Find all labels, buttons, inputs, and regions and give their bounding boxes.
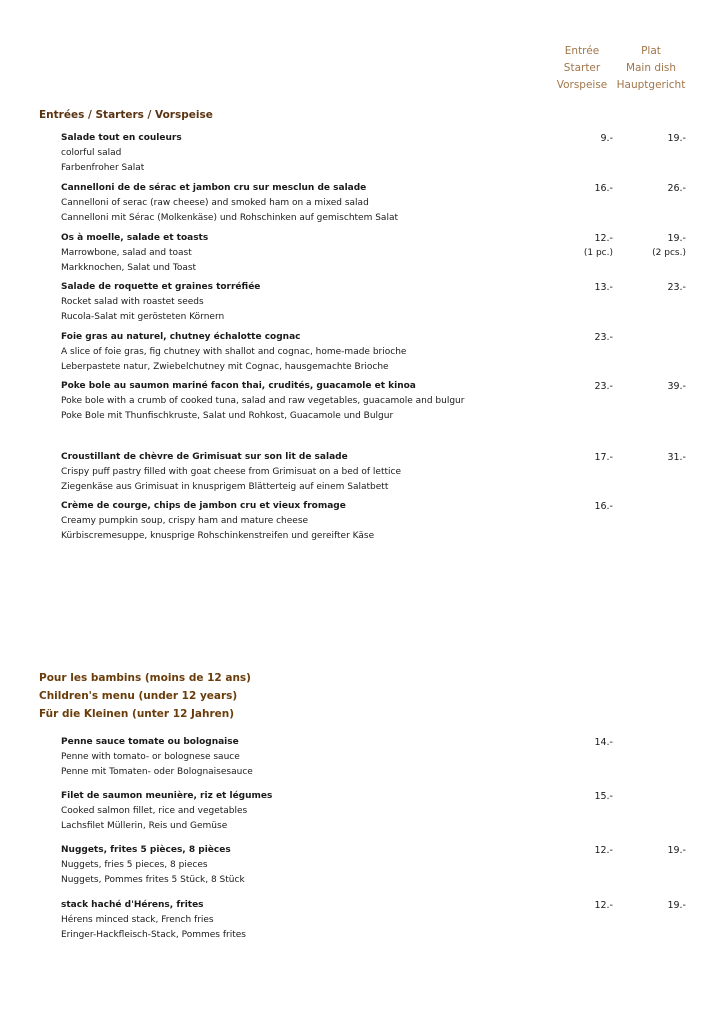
item-desc-en: Rocket salad with roastet seeds [61, 297, 204, 307]
kids-title-fr: Pour les bambins (moins de 12 ans) [39, 672, 251, 684]
item-name: Salade tout en couleurs [61, 133, 182, 143]
main-price: 19.- [667, 233, 686, 244]
main-column-header [616, 43, 686, 94]
header-de: Vorspeise [556, 79, 608, 91]
item-desc-en: Cooked salmon fillet, rice and vegetables [61, 806, 248, 816]
item-name: Filet de saumon meunière, riz et légumes [61, 791, 273, 801]
starter-price: 14.- [594, 737, 613, 748]
starter-price: 23.- [594, 332, 613, 343]
header-en: Starter [563, 62, 601, 74]
header-en: Main dish [625, 62, 677, 74]
main-price: 19.- [667, 133, 686, 144]
header-de: Hauptgericht [616, 79, 686, 91]
item-desc-en: Penne with tomato- or bolognese sauce [61, 752, 240, 762]
starters-section-title: Entrées / Starters / Vorspeise [39, 109, 213, 121]
item-desc-en: Poke bole with a crumb of cooked tuna, salad and raw vegetables, guacamole and bulgur [61, 396, 465, 406]
starter-price: 12.- [594, 900, 613, 911]
starter-column-header [550, 43, 614, 94]
item-desc-de: Nuggets, Pommes frites 5 Stück, 8 Stück [61, 875, 245, 885]
item-name: Penne sauce tomate ou bolognaise [61, 737, 239, 747]
main-price: 26.- [667, 183, 686, 194]
main-price: 31.- [667, 452, 686, 463]
kids-title-de: Für die Kleinen (unter 12 Jahren) [39, 708, 235, 720]
item-name: Poke bole au saumon mariné facon thai, crudités, guacamole et kinoa [61, 381, 416, 391]
item-desc-en: Cannelloni of serac (raw cheese) and smoked ham on a mixed salad [61, 198, 369, 208]
starter-price: 17.- [594, 452, 613, 463]
item-name: Os à moelle, salade et toasts [61, 233, 209, 243]
main-price: 39.- [667, 381, 686, 392]
item-desc-de: Markknochen, Salat und Toast [61, 263, 197, 273]
item-name: Croustillant de chèvre de Grimisuat sur son lit de salade [61, 452, 348, 462]
starter-portion-note: (1 pc.) [583, 248, 613, 258]
item-desc-de: Rucola-Salat mit gerösteten Körnern [61, 312, 225, 322]
item-desc-en: Creamy pumpkin soup, crispy ham and mature cheese [61, 516, 309, 526]
item-name: Nuggets, frites 5 pièces, 8 pièces [61, 845, 231, 855]
starter-price: 12.- [594, 233, 613, 244]
item-name: Crème de courge, chips de jambon cru et vieux fromage [61, 501, 346, 511]
starter-price: 23.- [594, 381, 613, 392]
starter-price: 9.- [600, 133, 613, 144]
item-desc-de: Leberpastete natur, Zwiebelchutney mit Cognac, hausgemachte Brioche [61, 362, 389, 372]
item-desc-de: Cannelloni mit Sérac (Molkenkäse) und Rohschinken auf gemischtem Salat [61, 213, 398, 223]
item-desc-de: Kürbiscremesuppe, knusprige Rohschinkenstreifen und gereifter Käse [61, 531, 375, 541]
main-portion-note: (2 pcs.) [652, 248, 686, 258]
main-price: 19.- [667, 900, 686, 911]
item-name: stack haché d'Hérens, frites [61, 900, 204, 910]
item-desc-en: Nuggets, fries 5 pieces, 8 pieces [61, 860, 208, 870]
item-desc-de: Poke Bole mit Thunfischkruste, Salat und Rohkost, Guacamole und Bulgur [61, 411, 394, 421]
starter-price: 16.- [594, 183, 613, 194]
item-desc-en: Hérens minced stack, French fries [61, 915, 214, 925]
starter-price: 16.- [594, 501, 613, 512]
starter-price: 12.- [594, 845, 613, 856]
item-desc-en: A slice of foie gras, fig chutney with shallot and cognac, home-made brioche [61, 347, 407, 357]
item-name: Salade de roquette et graines torréfiée [61, 282, 261, 292]
starter-price: 15.- [594, 791, 613, 802]
kids-title-en: Children's menu (under 12 years) [39, 690, 238, 702]
item-desc-en: colorful salad [61, 148, 122, 158]
starter-price: 13.- [594, 282, 613, 293]
item-desc-en: Marrowbone, salad and toast [61, 248, 192, 258]
item-desc-en: Crispy puff pastry filled with goat cheese from Grimisuat on a bed of lettice [61, 467, 401, 477]
main-price: 19.- [667, 845, 686, 856]
kids-section-title [39, 669, 251, 723]
header-fr: Plat [641, 45, 661, 57]
item-name: Cannelloni de de sérac et jambon cru sur mesclun de salade [61, 183, 367, 193]
item-desc-de: Eringer-Hackfleisch-Stack, Pommes frites [61, 930, 246, 940]
header-fr: Entrée [564, 45, 600, 57]
item-desc-de: Lachsfilet Müllerin, Reis und Gemüse [61, 821, 228, 831]
item-desc-de: Farbenfroher Salat [61, 163, 145, 173]
main-price: 23.- [667, 282, 686, 293]
item-desc-de: Penne mit Tomaten- oder Bolognaisesauce [61, 767, 253, 777]
item-name: Foie gras au naturel, chutney échalotte cognac [61, 332, 301, 342]
item-desc-de: Ziegenkäse aus Grimisuat in knusprigem Blätterteig auf einem Salatbett [61, 482, 389, 492]
